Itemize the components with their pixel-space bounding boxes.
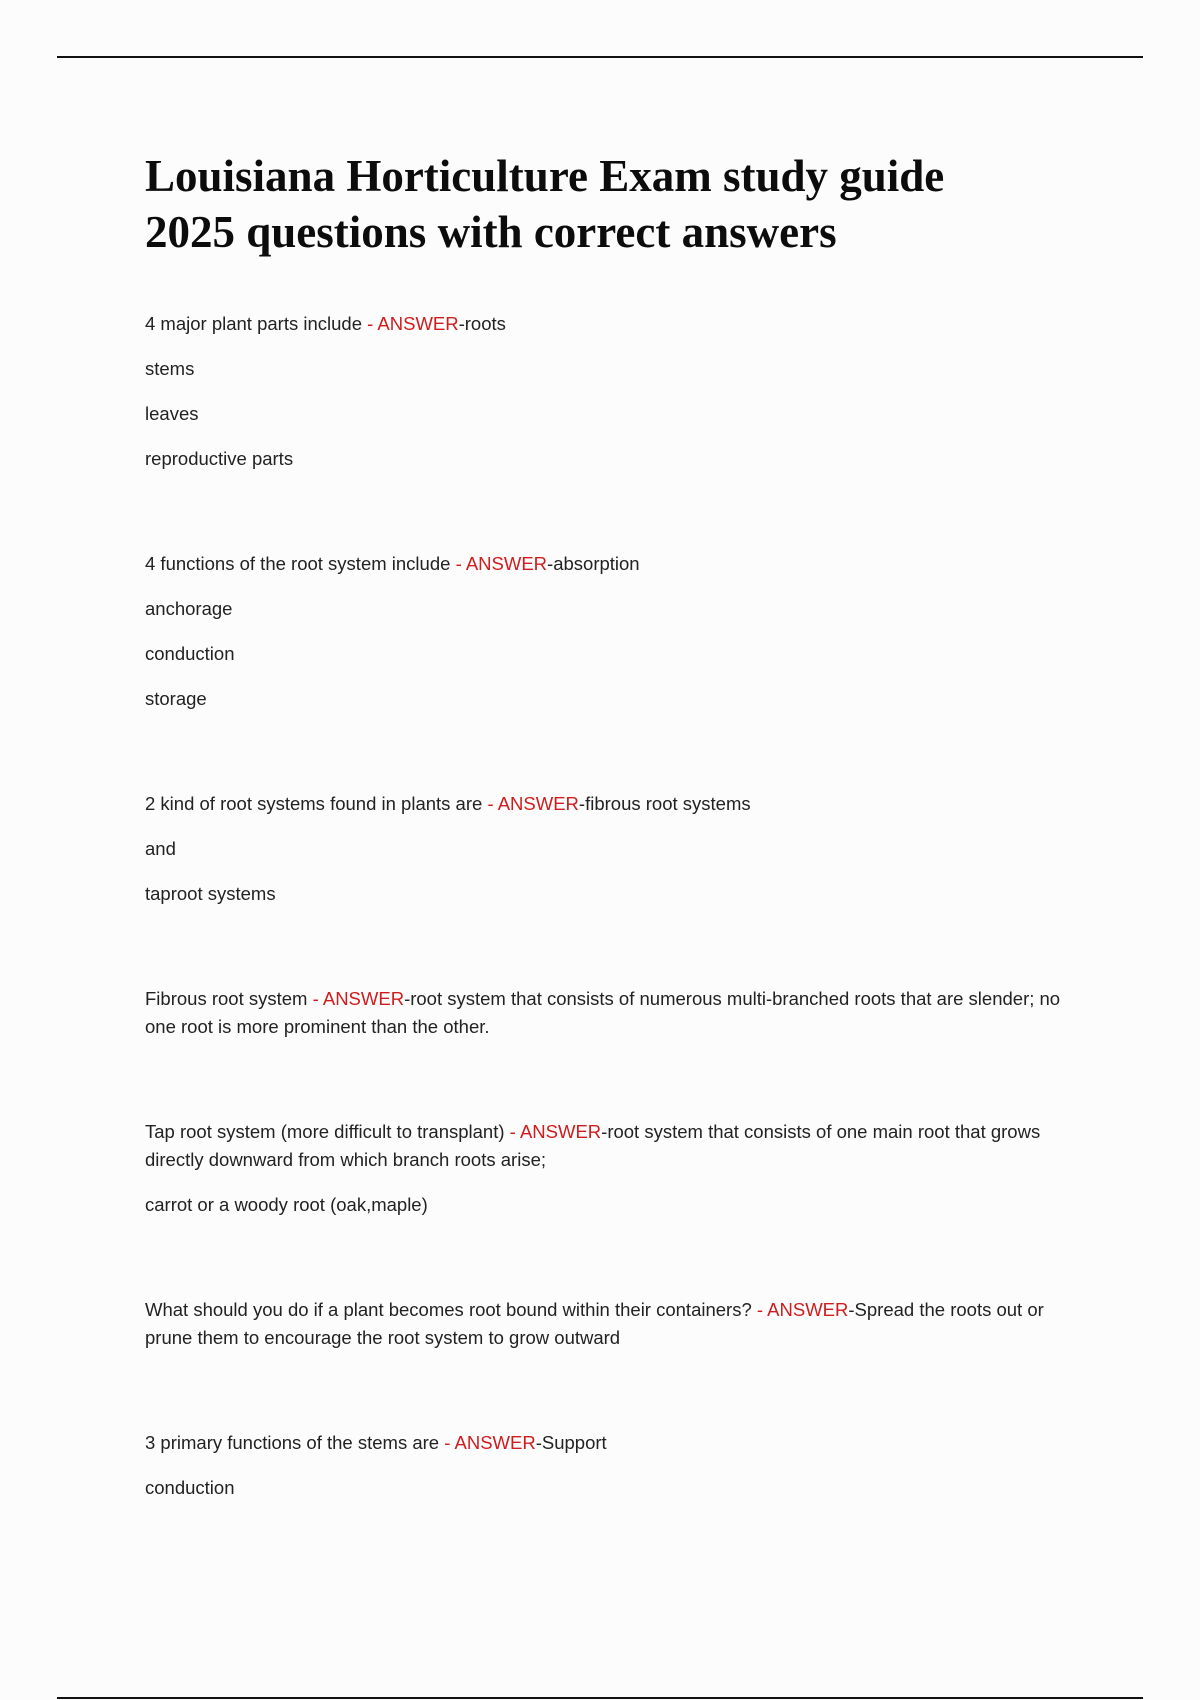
question-text: 4 major plant parts include [145, 313, 362, 334]
answer-marker: - ANSWER [444, 1432, 536, 1453]
document-body [145, 148, 1090, 1579]
question-text: 3 primary functions of the stems are [145, 1432, 440, 1453]
qa-item [145, 985, 1090, 1058]
question-line [145, 550, 1090, 595]
answer-marker: - ANSWER [367, 313, 459, 334]
question-text: 2 kind of root systems found in plants are [145, 793, 483, 814]
qa-item [145, 550, 1090, 730]
answer-text: -roots [458, 313, 506, 334]
qa-item [145, 310, 1090, 490]
question-line [145, 1118, 1090, 1191]
answer-extra-line: conduction [145, 1477, 235, 1498]
title-line-2: 2025 questions with correct answers [145, 207, 837, 257]
question-text: Fibrous root system [145, 988, 308, 1009]
answer-marker: - ANSWER [487, 793, 579, 814]
answer-marker: - ANSWER [312, 988, 405, 1009]
answer-extra-line: anchorage [145, 598, 233, 619]
answer-marker: - ANSWER [756, 1299, 849, 1320]
answer-marker: - ANSWER [455, 553, 548, 574]
answer-extra-line: conduction [145, 643, 235, 664]
top-rule [57, 56, 1143, 58]
qa-item [145, 1296, 1090, 1369]
qa-item [145, 1429, 1090, 1519]
question-line [145, 1429, 1090, 1474]
title-line-1: Louisiana Horticulture Exam study guide [145, 151, 945, 201]
answer-extra-line: reproductive parts [145, 448, 294, 469]
answer-text: -Spread the roots out or prune them to encourage the root system to grow outward [145, 1299, 1044, 1348]
answer-text: -root system that consists of numerous multi-branched roots that are slender; no one root is more prominent than the other. [145, 988, 1061, 1037]
question-text: What should you do if a plant becomes root bound within their containers? [145, 1299, 752, 1320]
answer-extra-line: storage [145, 688, 207, 709]
qa-item [145, 790, 1090, 925]
answer-text: -fibrous root systems [578, 793, 751, 814]
answer-text: -Support [535, 1432, 607, 1453]
answer-marker: - ANSWER [509, 1121, 602, 1142]
answer-extra-line: leaves [145, 403, 199, 424]
answer-extra-line: and [145, 838, 176, 859]
answer-text: -root system that consists of one main root that grows directly downward from which branch roots arise; [145, 1121, 1041, 1170]
question-line [145, 985, 1090, 1058]
answer-extra-line: taproot systems [145, 883, 276, 904]
question-line [145, 1296, 1090, 1369]
document-title [145, 148, 1090, 260]
bottom-rule [57, 1697, 1143, 1699]
answer-text: -absorption [547, 553, 640, 574]
question-line [145, 790, 1090, 835]
question-text: 4 functions of the root system include [145, 553, 451, 574]
question-line [145, 310, 1090, 355]
question-text: Tap root system (more difficult to transplant) [145, 1121, 505, 1142]
answer-extra-line: carrot or a woody root (oak,maple) [145, 1194, 428, 1215]
answer-extra-line: stems [145, 358, 195, 379]
qa-item [145, 1118, 1090, 1236]
